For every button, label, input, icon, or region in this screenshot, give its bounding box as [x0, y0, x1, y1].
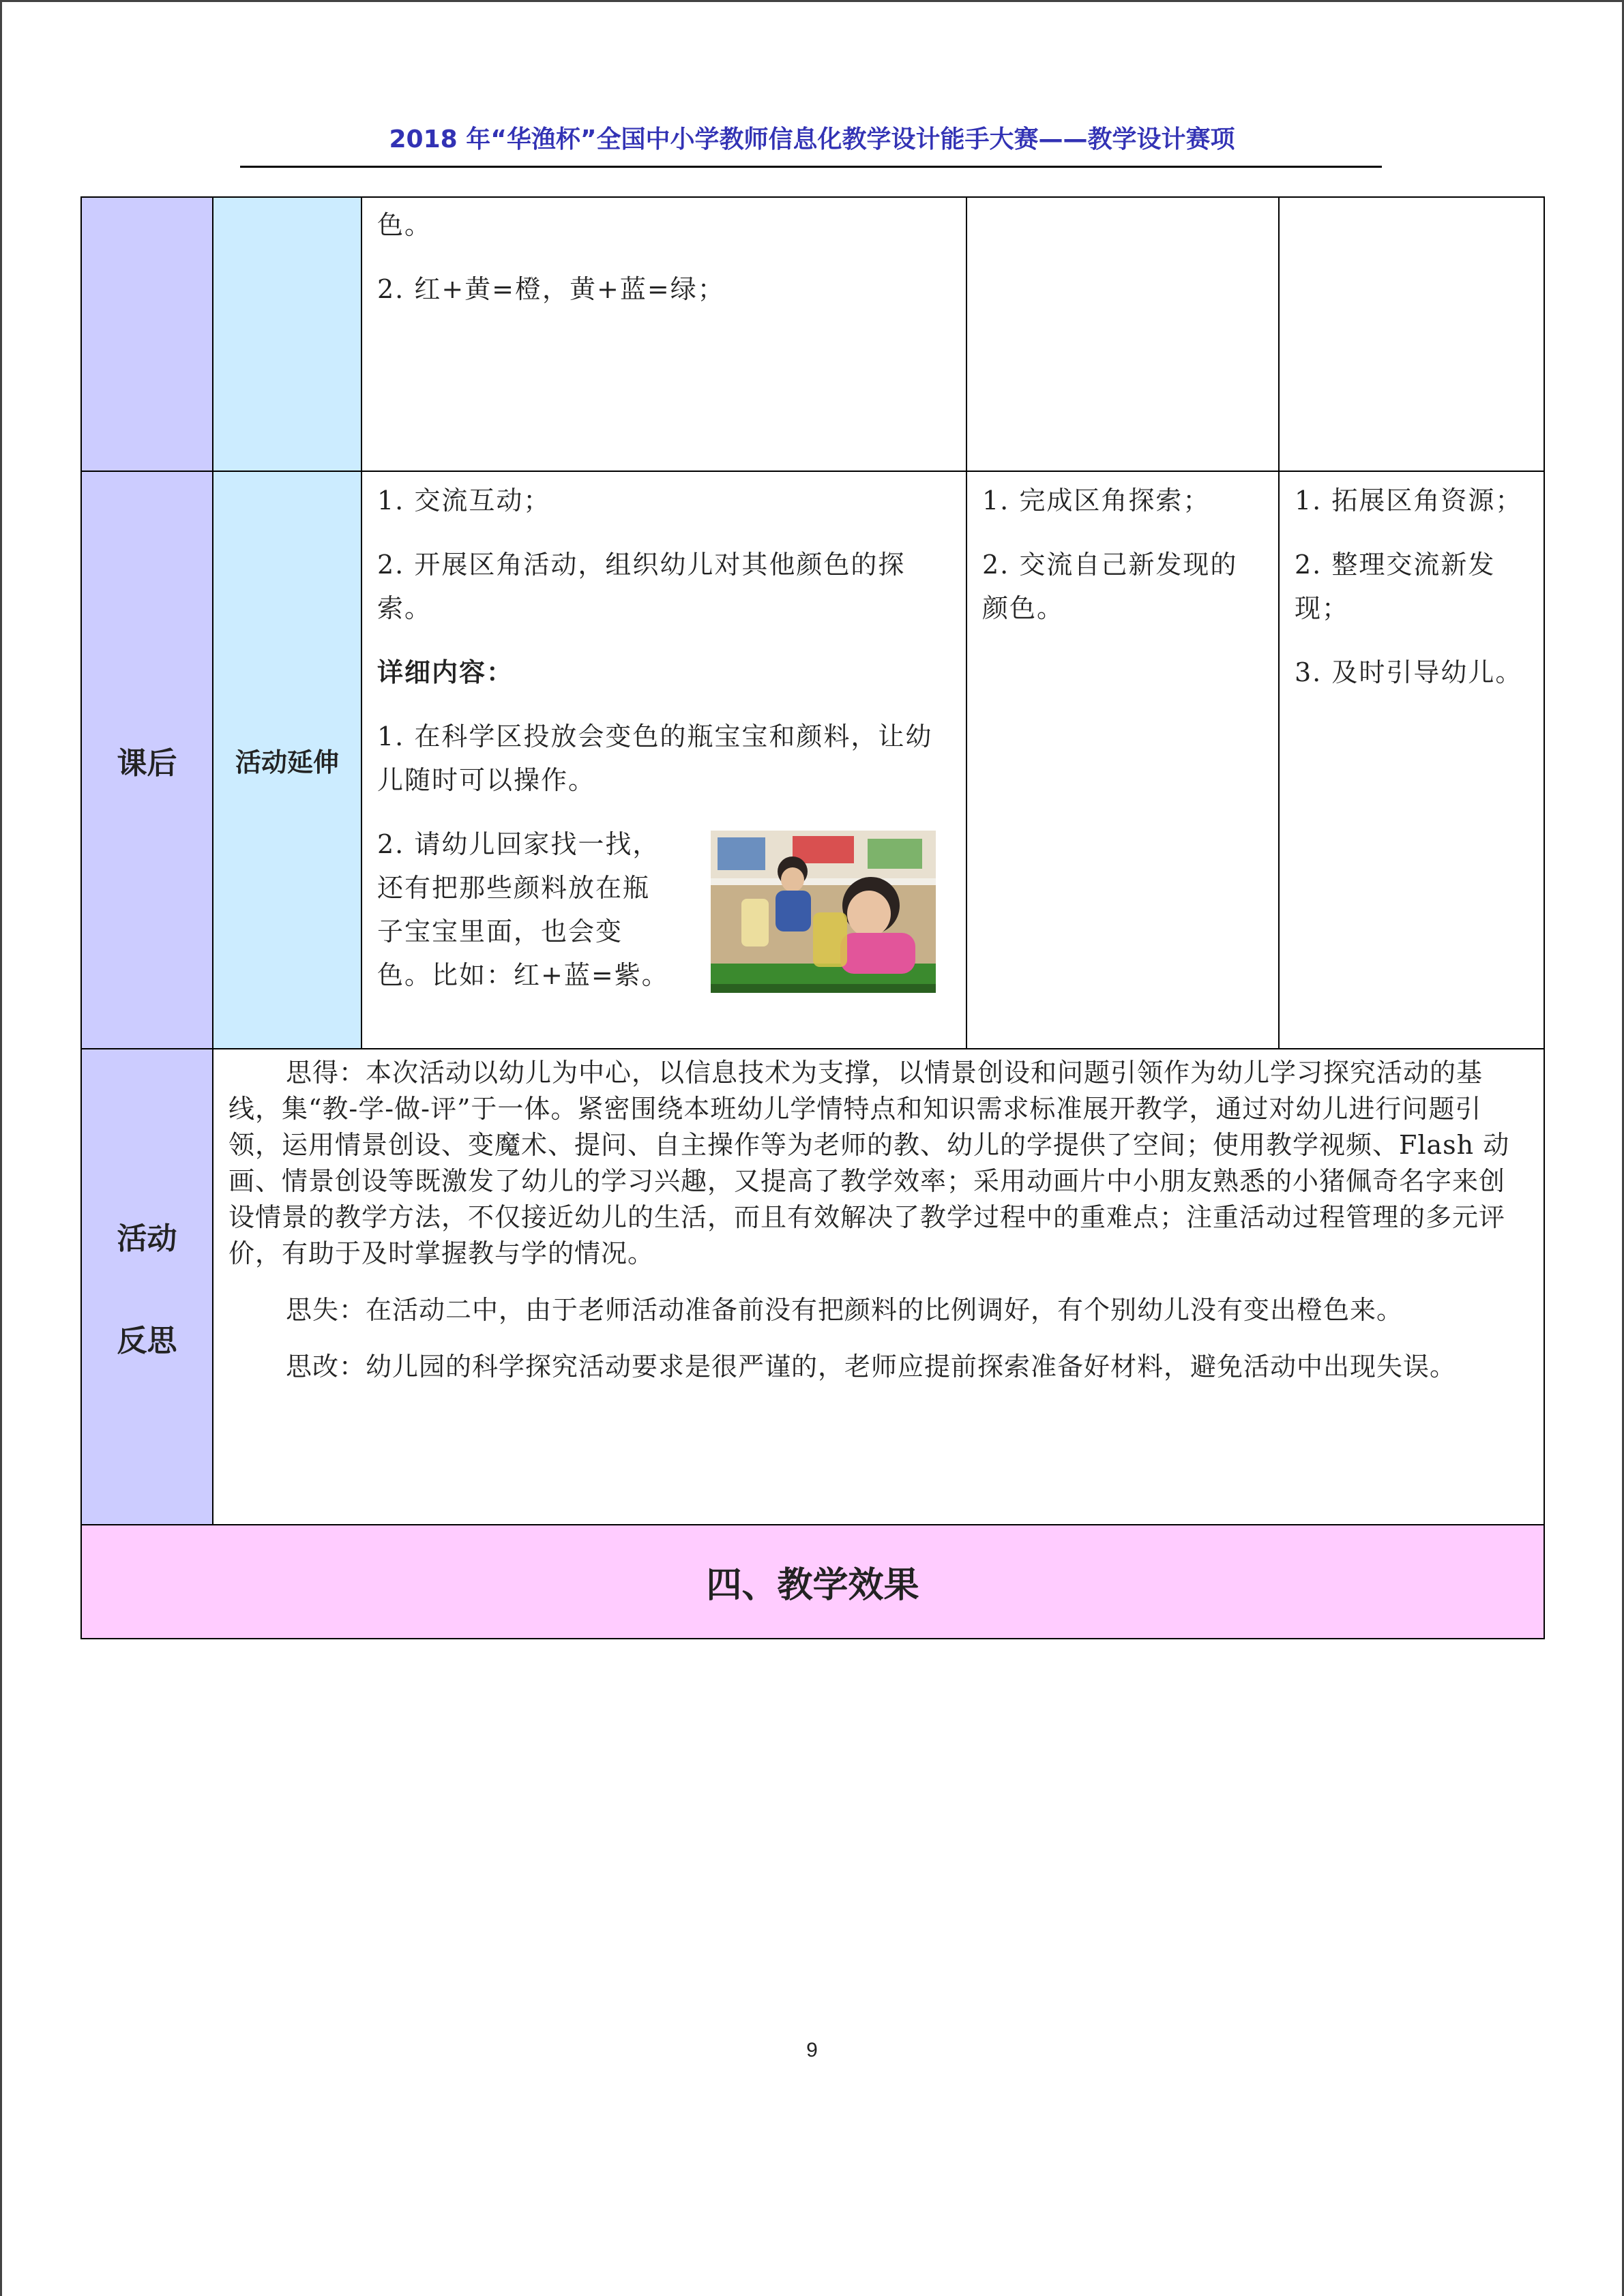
table-row-continuation — [81, 197, 1544, 471]
header-title: 2018 年“华渔杯”全国中小学教师信息化教学设计能手大赛——教学设计赛项 — [389, 125, 1235, 153]
children-playing-photo — [711, 831, 936, 993]
stage-label: 课后 — [81, 471, 213, 1049]
section-cell-empty — [213, 197, 361, 471]
reflection-content-cell — [213, 1049, 1544, 1525]
stage-cell-empty — [81, 197, 213, 471]
table-row-effect — [81, 1525, 1544, 1639]
student-line: 2. 交流自己新发现的颜色。 — [982, 550, 1238, 623]
student-activity-cell — [966, 471, 1279, 1049]
page-number: 9 — [806, 2039, 818, 2061]
teacher-line: 色。 — [377, 210, 432, 240]
table-row-after-class — [81, 471, 1544, 1049]
section-label: 活动延伸 — [213, 471, 361, 1049]
details-heading: 详细内容： — [377, 657, 514, 687]
teacher-line: 1. 在科学区投放会变色的瓶宝宝和颜料，让幼儿随时可以操作。 — [377, 721, 933, 795]
lesson-plan-table — [80, 196, 1545, 1639]
teacher-line: 2. 红+黄=橙，黄+蓝=绿； — [377, 274, 725, 304]
design-intent-cell — [1279, 197, 1544, 471]
design-intent-cell — [1279, 471, 1544, 1049]
teacher-line-with-photo — [377, 822, 951, 997]
student-activity-cell — [966, 197, 1279, 471]
reflection-label — [81, 1049, 213, 1525]
design-line: 1. 拓展区角资源； — [1295, 486, 1523, 516]
header-rule — [240, 166, 1382, 168]
table-row-reflection — [81, 1049, 1544, 1525]
teacher-activity-cell — [361, 471, 966, 1049]
teacher-line: 2. 开展区角活动，组织幼儿对其他颜色的探索。 — [377, 550, 906, 623]
reflection-losses: 思失：在活动二中，由于老师活动准备前没有把颜料的比例调好，有个别幼儿没有变出橙色来。 — [286, 1295, 1404, 1325]
teacher-line: 2. 请幼儿回家找一找，还有把那些颜料放在瓶子宝宝里面，也会变色。比如：红+蓝=紫。 — [377, 829, 669, 990]
teacher-activity-cell — [361, 197, 966, 471]
teaching-effect-heading: 四、教学效果 — [81, 1525, 1544, 1639]
design-line: 2. 整理交流新发现； — [1295, 550, 1496, 623]
teacher-line: 1. 交流互动； — [377, 486, 551, 516]
reflection-gains: 思得：本次活动以幼儿为中心，以信息技术为支撑，以情景创设和问题引领作为幼儿学习探究活动的基线，集“教-学-做-评”于一体。紧密围绕本班幼儿学情特点和知识需求标准展开教学，通过对幼儿进行问题引领，运用情景创设、变魔术、提问、自主操作等为老师的教、幼儿的学提供了空间；使用教学视频、Flash 动画、情景创设等既激发了幼儿的学习兴趣，又提高了教学效率；采用动画片中小朋友熟悉的小猪佩奇名字来创设情景的教学方法，不仅接近幼儿的生活，而且有效解决了教学过程中的重难点；注重活动过程管理的多元评价，有助于及时掌握教与学的情况。 — [228, 1058, 1510, 1268]
student-line: 1. 完成区角探索； — [982, 486, 1211, 516]
reflection-improvements: 思改：幼儿园的科学探究活动要求是很严谨的，老师应提前探索准备好材料，避免活动中出现失误。 — [286, 1352, 1457, 1382]
reflection-label-line1: 活动 — [117, 1221, 177, 1256]
reflection-label-line2: 反思 — [117, 1324, 177, 1358]
design-line: 3. 及时引导幼儿。 — [1295, 657, 1523, 687]
